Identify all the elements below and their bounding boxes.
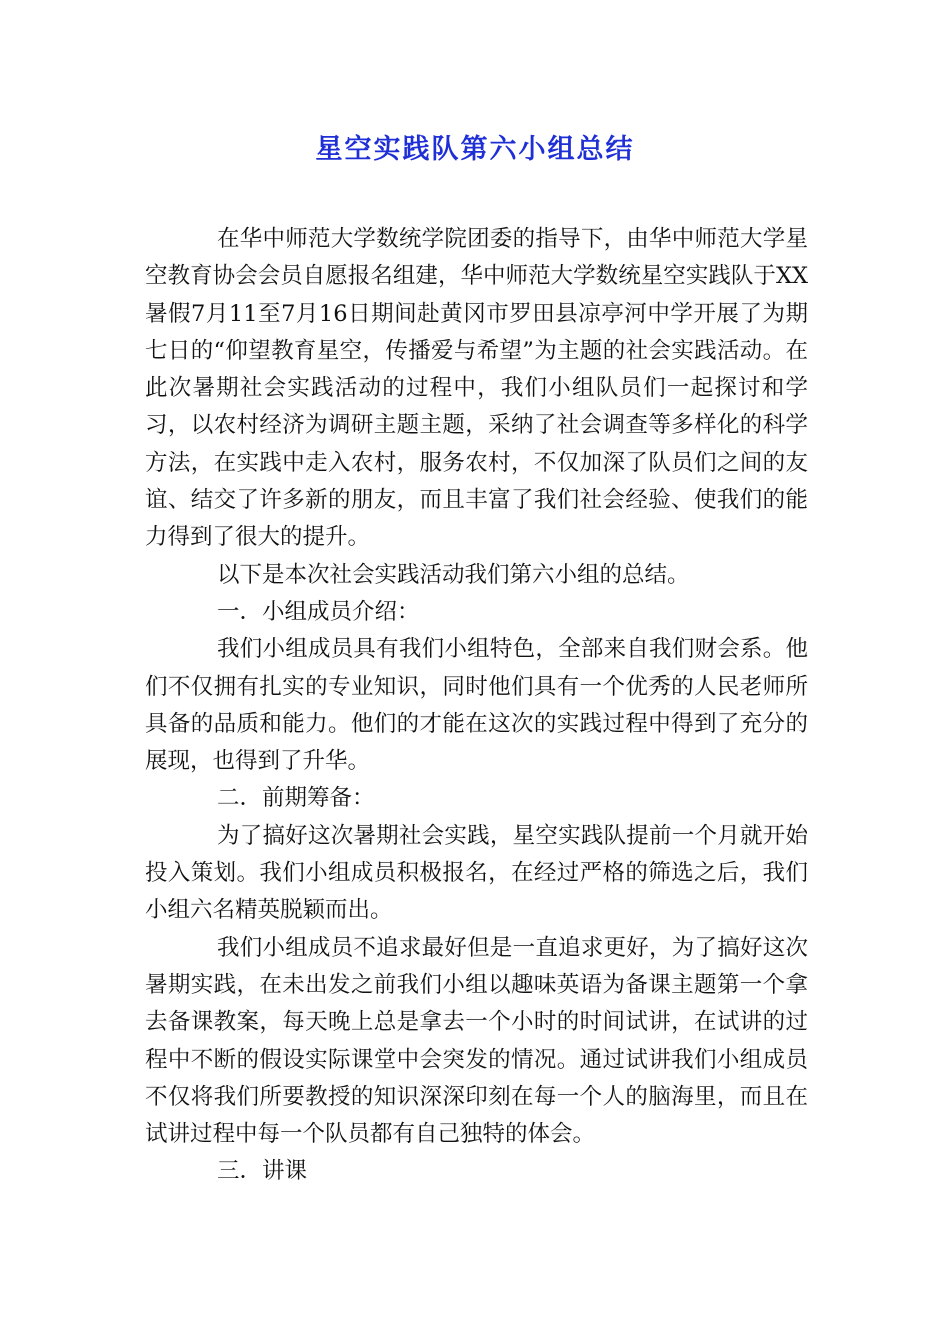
paragraph-preparation-2: 我们小组成员不追求最好但是一直追求更好，为了搞好这次暑期实践，在未出发之前我们小组以趣味英语为备课主题第一个拿去备课教案，每天晚上总是拿去一个小时的时间试讲，在试讲的过程中不断的假设实际课堂中会突发的情况。通过试讲我们小组成员不仅将我们所要教授的知识深深印刻在每一个人的脑海里，而且在试讲过程中每一个队员都有自己独特的体会。 — [145, 934, 808, 1148]
paragraph-summary-lead: 以下是本次社会实践活动我们第六小组的总结。 — [217, 561, 690, 588]
document-body — [145, 221, 808, 1191]
paragraph-members: 我们小组成员具有我们小组特色，全部来自我们财会系。他们不仅拥有扎实的专业知识，同时他们具有一个优秀的人民老师所具备的品质和能力。他们的才能在这次的实践过程中得到了充分的展现，也得到了升华。 — [145, 636, 808, 775]
paragraph-intro: 在华中师范大学数统学院团委的指导下，由华中师范大学星空教育协会会员自愿报名组建，华中师范大学数统星空实践队于XX暑假7月11至7月16日期间赴黄冈市罗田县凉亭河中学开展了为期七日的“仰望教育星空，传播爱与希望”为主题的社会实践活动。在此次暑期社会实践活动的过程中，我们小组队员们一起探讨和学习，以农村经济为调研主题主题，采纳了社会调查等多样化的科学方法，在实践中走入农村，服务农村，不仅加深了队员们之间的友谊、结交了许多新的朋友，而且丰富了我们社会经验、使我们的能力得到了很大的提升。 — [145, 226, 808, 551]
paragraph-preparation-1: 为了搞好这次暑期社会实践，星空实践队提前一个月就开始投入策划。我们小组成员积极报名，在经过严格的筛选之后，我们小组六名精英脱颖而出。 — [145, 822, 808, 924]
section-heading-preparation: 二．前期筹备： — [217, 785, 375, 812]
section-heading-teaching: 三．讲课 — [217, 1158, 308, 1185]
section-heading-members: 一．小组成员介绍： — [217, 598, 420, 625]
document-title: 星空实践队第六小组总结 — [315, 134, 635, 165]
